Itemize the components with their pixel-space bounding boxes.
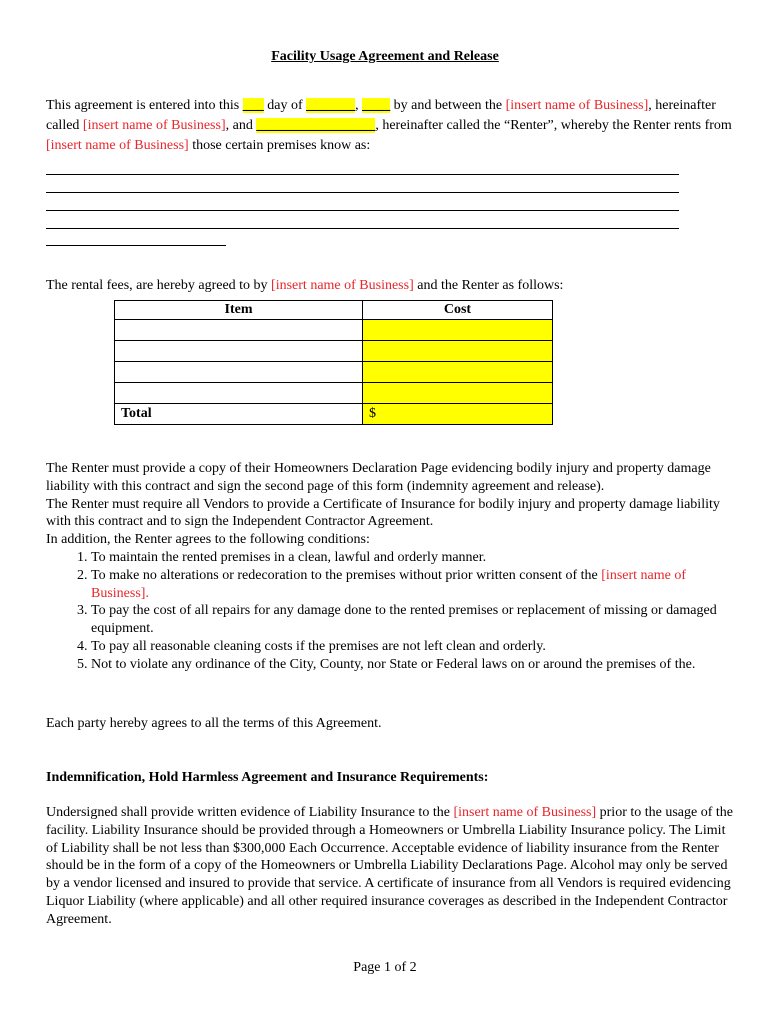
- list-item: 1. To maintain the rented premises in a clean, lawful and orderly manner.: [91, 549, 736, 567]
- table-header-row: [115, 301, 553, 320]
- cost-cell[interactable]: [363, 362, 553, 383]
- page-number: Page 1 of 2: [353, 960, 417, 975]
- list-item: 2. To make no alterations or redecoration to the premises without prior written consent of the [insert name of Business].: [91, 567, 736, 603]
- item-cell[interactable]: [115, 383, 363, 404]
- premises-line[interactable]: [46, 192, 679, 193]
- business-name-placeholder[interactable]: [insert name of Business]: [82, 118, 226, 133]
- premises-line[interactable]: [46, 245, 226, 246]
- business-name-placeholder[interactable]: [insert name of Business]: [453, 805, 597, 820]
- document-title: Facility Usage Agreement and Release: [271, 49, 499, 64]
- business-name-placeholder[interactable]: [insert name of Business].: [91, 567, 687, 601]
- intro-paragraph: This agreement is entered into this ___ day of _______, ____ by and between the [insert name of Business], hereinafter called [insert name of Business], and _________________, hereinafter called the “Renter”, whereby the Renter rents from [insert name of Business] those certain premises know as:: [46, 98, 732, 153]
- total-label: Total: [115, 404, 363, 425]
- table-row: [115, 383, 553, 404]
- list-item: 3. To pay the cost of all repairs for any damage done to the rented premises or replacement of missing or damaged equipment.: [91, 602, 736, 638]
- fees-intro: The rental fees, are hereby agreed to by [insert name of Business] and the Renter as follows:: [46, 278, 564, 293]
- premises-line[interactable]: [46, 174, 679, 175]
- conditions-section: [46, 460, 736, 674]
- premises-line[interactable]: [46, 228, 679, 229]
- total-cost-cell[interactable]: $: [363, 404, 553, 425]
- conditions-list: [46, 549, 736, 674]
- total-row: [115, 404, 553, 425]
- item-cell[interactable]: [115, 320, 363, 341]
- business-name-placeholder[interactable]: [insert name of Business]: [46, 138, 189, 153]
- premises-line[interactable]: [46, 210, 679, 211]
- year-blank[interactable]: ____: [362, 98, 391, 113]
- list-item: 4. To pay all reasonable cleaning costs if the premises are not left clean and orderly.: [91, 638, 736, 656]
- cost-column-header: Cost: [363, 301, 553, 320]
- table-row: [115, 341, 553, 362]
- item-cell[interactable]: [115, 362, 363, 383]
- table-row: [115, 320, 553, 341]
- declaration-paragraph: The Renter must provide a copy of their Homeowners Declaration Page evidencing bodily injury and property damage liability with this contract and sign the second page of this form (indemnity agreement and release).: [46, 461, 711, 494]
- month-blank[interactable]: _______: [306, 98, 356, 113]
- day-blank[interactable]: ___: [242, 98, 264, 113]
- conditions-intro: In addition, the Renter agrees to the following conditions:: [46, 532, 370, 548]
- item-cell[interactable]: [115, 341, 363, 362]
- indemnification-heading: Indemnification, Hold Harmless Agreement and Insurance Requirements:: [46, 770, 489, 785]
- cost-cell[interactable]: [363, 383, 553, 404]
- rental-fees-table: [114, 300, 553, 425]
- item-column-header: Item: [115, 301, 363, 320]
- business-name-placeholder[interactable]: [insert name of Business]: [271, 278, 414, 293]
- renter-name-blank[interactable]: _________________: [256, 118, 376, 133]
- business-name-placeholder[interactable]: [insert name of Business]: [505, 98, 649, 113]
- cost-cell[interactable]: [363, 320, 553, 341]
- agreement-statement: Each party hereby agrees to all the terms of this Agreement.: [46, 716, 382, 731]
- table-row: [115, 362, 553, 383]
- cost-cell[interactable]: [363, 341, 553, 362]
- list-item: 5. Not to violate any ordinance of the City, County, nor State or Federal laws on or around the premises of the.: [91, 656, 736, 674]
- vendor-paragraph: The Renter must require all Vendors to provide a Certificate of Insurance for bodily injury and property damage liability with this contract and to sign the Independent Contractor Agreement.: [46, 496, 720, 530]
- indemnification-paragraph: Undersigned shall provide written evidence of Liability Insurance to the [insert name of Business] prior to the usage of the facility. Liability Insurance should be provided through a Homeowners or Umbrella Liability Insurance policy. The Limit of Liability shall be not less than $300,000 Each Occurrence. Acceptable evidence of liability insurance from the Renter should be in the form of a copy of the Homeowners or Umbrella Liability Declarations Page. Alcohol may only be served by a vendor licensed and insured to provide that service. A certificate of insurance from all Vendors is required evidencing Liquor Liability (where applicable) and all other required insurance coverages as described in the Independent Contractor Agreement.: [46, 805, 733, 927]
